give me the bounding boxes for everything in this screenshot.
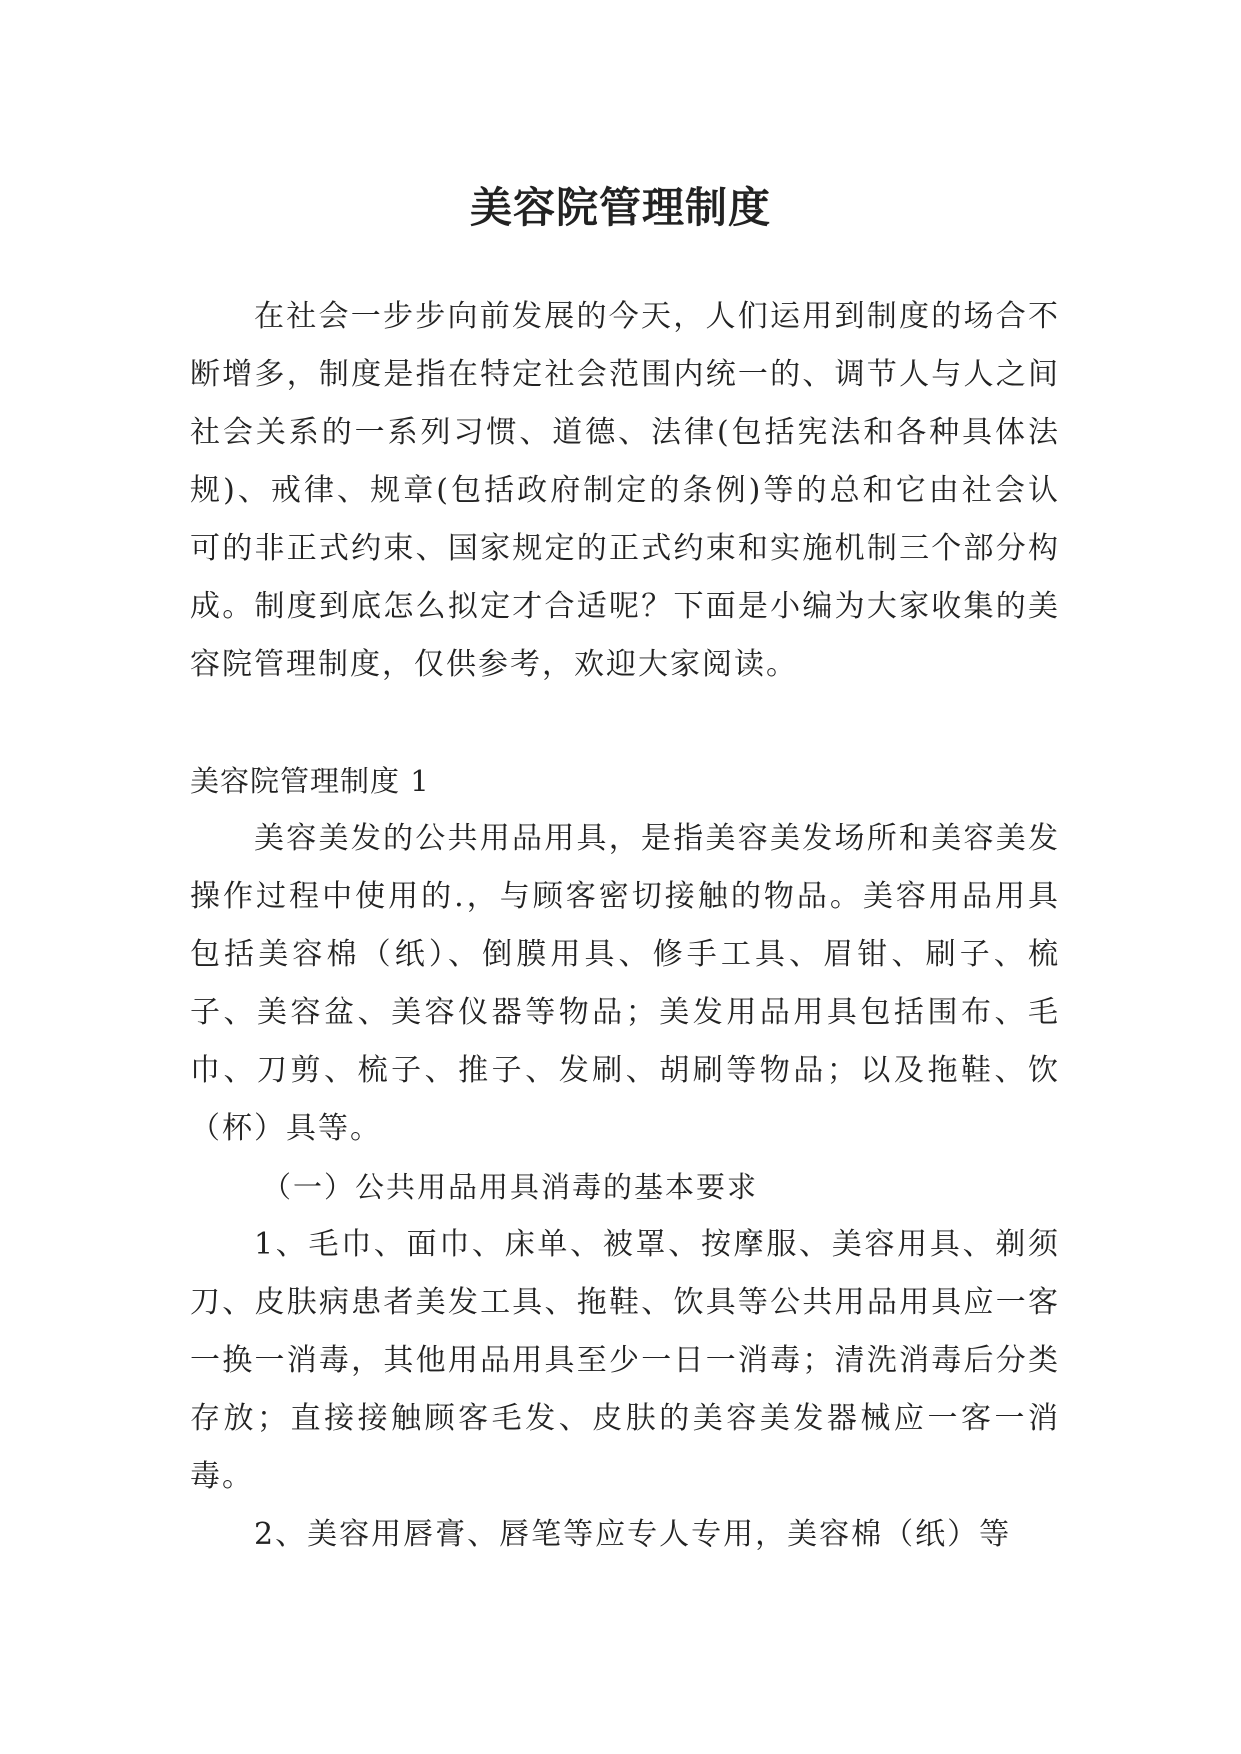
- sub-heading: （一）公共用品用具消毒的基本要求: [262, 1170, 759, 1204]
- document-title: 美容院管理制度: [469, 183, 771, 233]
- intro-paragraph: 在社会一步步向前发展的今天，人们运用到制度的场合不断增多，制度是指在特定社会范围内统一的、调节人与人之间社会关系的一系列习惯、道德、法律(包括宪法和各种具体法规)、戒律、规章(包括政府制定的条例)等的总和它由社会认可的非正式约束、国家规定的正式约束和实施机制三个部分构成。制度到底怎么拟定才合适呢？下面是小编为大家收集的美容院管理制度，仅供参考，欢迎大家阅读。: [190, 299, 1060, 682]
- list-item: 1、毛巾、面巾、床单、被罩、按摩服、美容用具、剃须刀、皮肤病患者美发工具、拖鞋、饮具等公共用品用具应一客一换一消毒，其他用品用具至少一日一消毒；清洗消毒后分类存放；直接接触顾客毛发、皮肤的美容美发器械应一客一消毒。: [190, 1227, 1060, 1494]
- section-paragraph: 美容美发的公共用品用具，是指美容美发场所和美容美发操作过程中使用的.，与顾客密切接触的物品。美容用品用具包括美容棉（纸）、倒膜用具、修手工具、眉钳、刷子、梳子、美容盆、美容仪器等物品；美发用品用具包括围布、毛巾、刀剪、梳子、推子、发刷、胡刷等物品；以及拖鞋、饮（杯）具等。: [190, 821, 1060, 1146]
- list-item: 2、美容用唇膏、唇笔等应专人专用，美容棉（纸）等: [254, 1517, 1012, 1552]
- section-heading: 美容院管理制度 1: [190, 764, 430, 798]
